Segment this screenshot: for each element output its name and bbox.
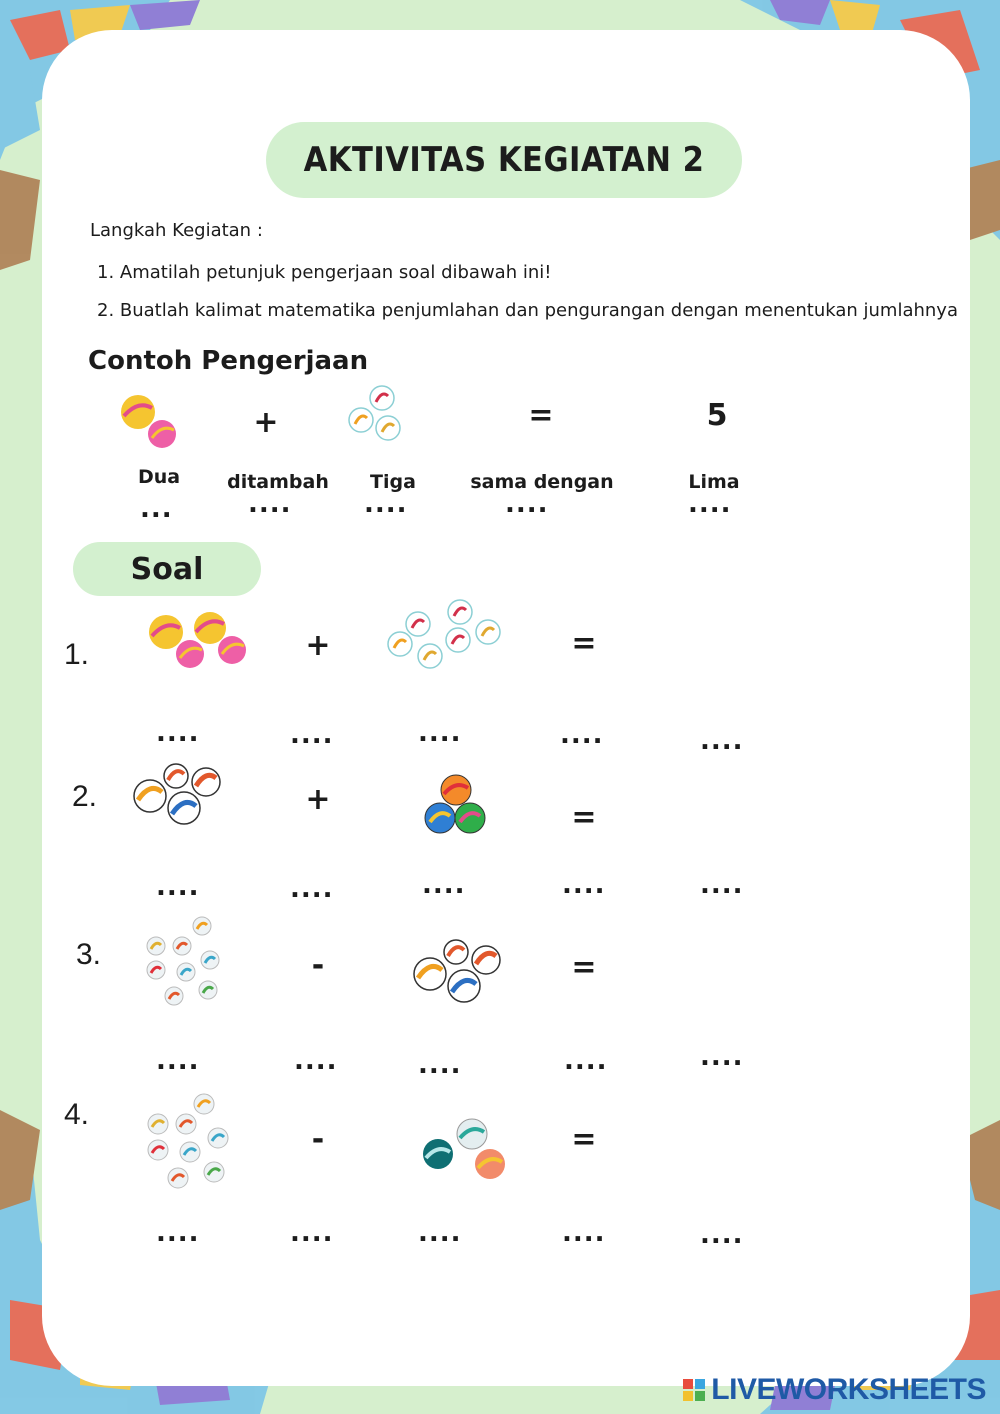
question-3-marbles-left: [142, 916, 224, 1008]
question-4-blank-1: ....: [156, 1218, 200, 1248]
example-word-lima: Lima: [688, 471, 740, 493]
question-1-blank-4: ....: [560, 720, 604, 750]
question-2-marbles-right: [424, 774, 488, 836]
question-1-marbles-left: [146, 610, 250, 672]
question-1-equals: =: [571, 626, 597, 661]
question-1-blank-1: ....: [156, 718, 200, 748]
question-2-blank-5: ....: [700, 870, 744, 900]
question-4-marbles-right: [420, 1118, 510, 1184]
example-result: 5: [706, 398, 728, 433]
question-4-blank-4: ....: [562, 1218, 606, 1248]
question-1-number: 1.: [64, 638, 90, 671]
example-word-tiga: Tiga: [370, 471, 416, 493]
question-4-number: 4.: [64, 1098, 90, 1131]
question-4-operator: -: [311, 1122, 325, 1157]
example-dots-4: ....: [505, 489, 549, 519]
question-2-marbles-left: [132, 762, 224, 828]
question-2-operator: +: [305, 782, 331, 817]
example-equals: =: [528, 398, 554, 433]
page-title: AKTIVITAS KEGIATAN 2: [266, 122, 742, 198]
question-2-number: 2.: [72, 780, 98, 813]
question-3-marbles-right: [412, 938, 504, 1006]
question-3-blank-3: ....: [418, 1050, 462, 1080]
liveworksheets-brand-text: LIVEWORKSHEETS: [711, 1373, 986, 1406]
question-3-blank-4: ....: [564, 1046, 608, 1076]
liveworksheets-logo[interactable]: [683, 1374, 986, 1406]
soal-heading: Soal: [73, 542, 261, 596]
question-3-number: 3.: [76, 938, 102, 971]
question-1-operator: +: [305, 628, 331, 663]
question-2-blank-1: ....: [156, 872, 200, 902]
example-marbles-three: [346, 384, 410, 448]
question-3-blank-5: ....: [700, 1042, 744, 1072]
question-4-marbles-left: [142, 1092, 232, 1190]
question-1-blank-5: ....: [700, 726, 744, 756]
question-3-blank-1: ....: [156, 1046, 200, 1076]
question-1-marbles-right: [386, 598, 504, 672]
question-4-blank-2: ....: [290, 1218, 334, 1248]
example-heading: Contoh Pengerjaan: [88, 346, 369, 376]
step-2: 2. Buatlah kalimat matematika penjumlahan dan pengurangan dengan menentukan jumlahnya: [97, 300, 958, 321]
question-1-blank-3: ....: [418, 718, 462, 748]
example-word-ditambah: ditambah: [227, 471, 329, 493]
example-dots-1: ...: [140, 494, 173, 524]
question-4-blank-3: ....: [418, 1218, 462, 1248]
question-2-blank-3: ....: [422, 870, 466, 900]
example-plus: +: [253, 405, 279, 440]
question-3-blank-2: ....: [294, 1046, 338, 1076]
step-1: 1. Amatilah petunjuk pengerjaan soal dibawah ini!: [97, 262, 552, 283]
liveworksheets-logo-icon: [683, 1379, 705, 1401]
example-dots-2: ....: [248, 489, 292, 519]
steps-label: Langkah Kegiatan :: [90, 220, 263, 241]
question-2-blank-4: ....: [562, 870, 606, 900]
example-word-sama-dengan: sama dengan: [470, 471, 614, 493]
question-2-blank-2: ....: [290, 874, 334, 904]
question-4-equals: =: [571, 1122, 597, 1157]
example-dots-3: ....: [364, 489, 408, 519]
question-2-equals: =: [571, 800, 597, 835]
question-3-equals: =: [571, 950, 597, 985]
example-word-dua: Dua: [137, 466, 181, 488]
example-dots-5: ....: [688, 489, 732, 519]
question-4-blank-5: ....: [700, 1220, 744, 1250]
question-3-operator: -: [311, 948, 325, 983]
example-marbles-two: [118, 392, 182, 452]
question-1-blank-2: ....: [290, 720, 334, 750]
